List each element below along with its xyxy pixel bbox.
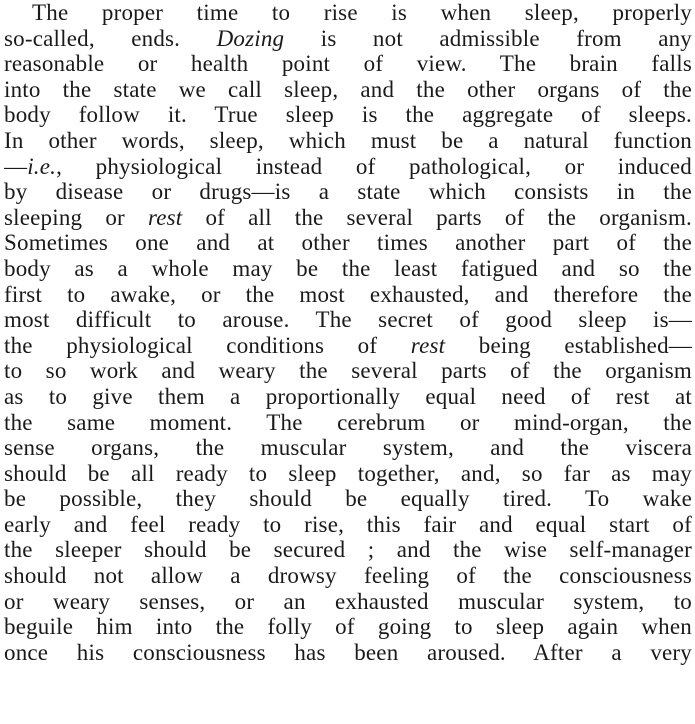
text-line: [4, 0, 692, 26]
italic-text: Dozing: [216, 25, 285, 51]
text-line: [4, 512, 692, 538]
text-segment: early and feel ready to rise, this fair and equal start of: [4, 511, 692, 537]
text-line: [4, 205, 692, 231]
text-line: [4, 640, 692, 666]
text-segment: to so work and weary the several parts of the organism: [4, 358, 692, 384]
text-line: [4, 230, 692, 256]
text-segment: Sometimes one and at other times another part of the: [4, 230, 692, 256]
text-line: [4, 358, 692, 384]
italic-text: i.e.: [27, 153, 57, 179]
text-segment: the same moment. The cerebrum or mind-organ, the: [4, 409, 692, 435]
text-segment: The proper time to rise is when sleep, properly: [32, 0, 692, 25]
text-line: [4, 486, 692, 512]
text-segment: of all the several parts of the organism.: [182, 204, 692, 230]
text-line: [4, 307, 692, 333]
text-line: [4, 256, 692, 282]
text-line: [4, 410, 692, 436]
text-segment: sense organs, the muscular system, and the viscera: [4, 435, 692, 461]
text-line: [4, 461, 692, 487]
text-line: [4, 384, 692, 410]
text-segment: most difficult to arouse. The secret of good sleep is—: [4, 307, 692, 333]
text-segment: the physiological conditions of: [4, 332, 411, 358]
text-line: [4, 77, 692, 103]
text-segment: as to give them a proportionally equal need of rest at: [4, 383, 692, 409]
text-line: [4, 435, 692, 461]
text-line: [4, 333, 692, 359]
text-segment: into the state we call sleep, and the other organs of the: [4, 76, 692, 102]
text-segment: is not admissible from any: [284, 25, 692, 51]
text-segment: beguile him into the folly of going to sleep again when: [4, 614, 692, 640]
text-segment: sleeping or: [4, 204, 148, 230]
text-segment: be possible, they should be equally tired. To wake: [4, 486, 692, 512]
text-line: [4, 26, 692, 52]
text-segment: first to awake, or the most exhausted, and therefore the: [4, 281, 692, 307]
text-line: [4, 282, 692, 308]
text-line: [4, 102, 692, 128]
text-segment: —: [4, 153, 28, 179]
italic-text: rest: [410, 332, 446, 358]
italic-text: rest: [147, 204, 183, 230]
text-line: [4, 128, 692, 154]
text-line: [4, 537, 692, 563]
text-segment: reasonable or health point of view. The brain falls: [4, 51, 692, 77]
text-line: [4, 589, 692, 615]
text-segment: by disease or drugs—is a state which consists in the: [4, 179, 692, 205]
text-line: [4, 179, 692, 205]
text-segment: In other words, sleep, which must be a natural function: [4, 127, 692, 153]
text-line: [4, 563, 692, 589]
text-segment: body follow it. True sleep is the aggregate of sleeps.: [4, 102, 692, 128]
text-segment: being established—: [445, 332, 692, 358]
text-segment: should not allow a drowsy feeling of the consciousness: [4, 563, 692, 589]
text-line: [4, 614, 692, 640]
text-segment: should be all ready to sleep together, and, so far as may: [4, 460, 692, 486]
text-segment: , physiological instead of pathological, or induced: [56, 153, 692, 179]
text-segment: once his consciousness has been aroused. After a very: [4, 639, 692, 665]
text-segment: so-called, ends.: [4, 25, 217, 51]
text-line: [4, 154, 692, 180]
text-segment: body as a whole may be the least fatigued and so the: [4, 255, 692, 281]
text-segment: or weary senses, or an exhausted muscular system, to: [4, 588, 692, 614]
text-line: [4, 51, 692, 77]
paragraph: [4, 0, 692, 665]
text-segment: the sleeper should be secured ; and the wise self-manager: [4, 537, 692, 563]
